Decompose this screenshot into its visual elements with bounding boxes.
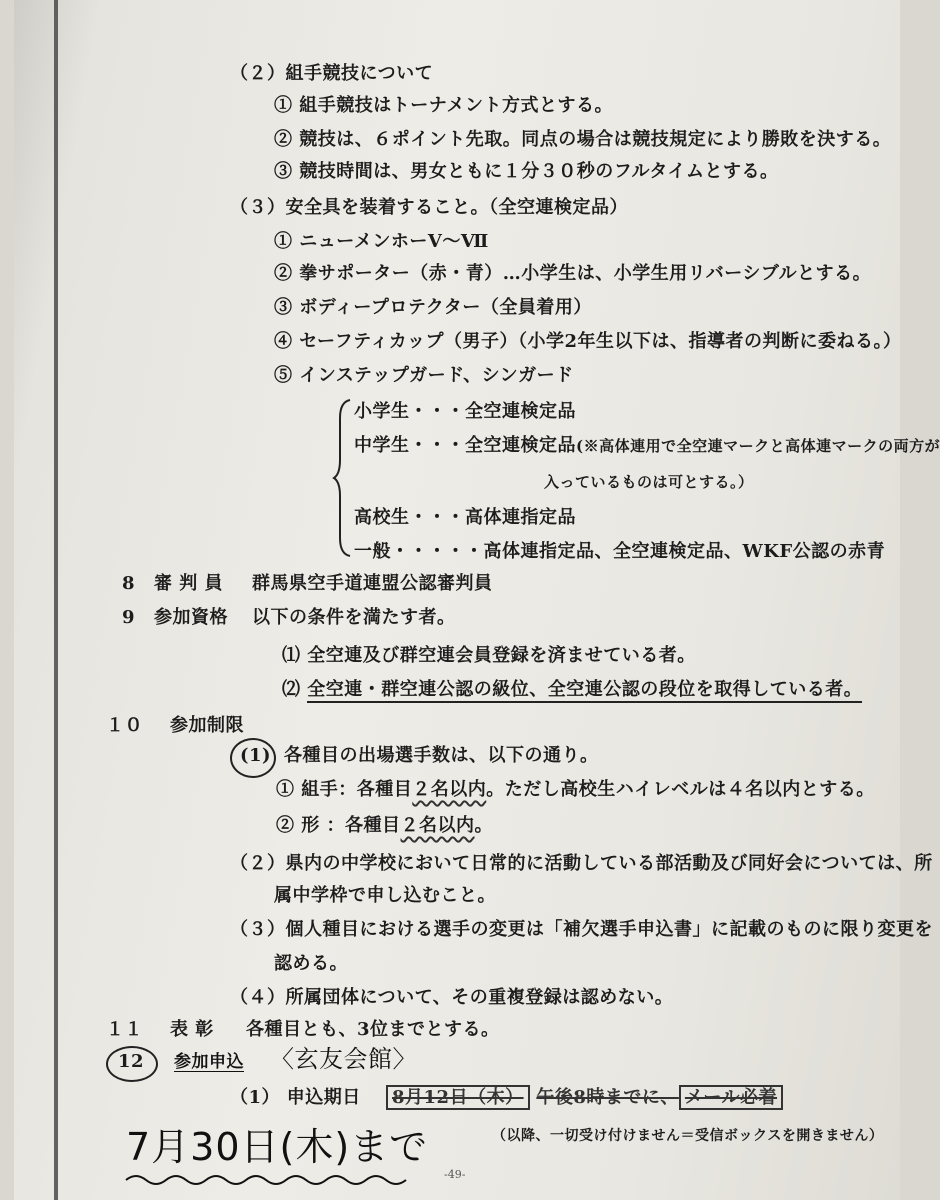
page-number: -49- [444, 1168, 466, 1181]
safety-item-1: ① ニューメンホーⅤ～Ⅶ [274, 231, 489, 252]
limit-kumite [276, 778, 875, 802]
hand-wavy-underline [124, 1172, 414, 1186]
guard-high: 高校生・・・高体連指定品 [354, 507, 576, 528]
guard-general: 一般・・・・・高体連指定品、全空連検定品、WKF公認の赤青 [354, 541, 886, 562]
guard-middle-note-2: 入っているものは可とする。） [544, 473, 754, 491]
limit-kumite-c: 。ただし高校生ハイレベルは４名以内とする。 [486, 779, 875, 800]
handwritten-venue-note: 〈玄友会館〉 [270, 1045, 417, 1073]
application-note: （以降、一切受け付けません＝受信ボックスを開きません） [492, 1128, 884, 1144]
section-9-num: 9 [122, 607, 136, 628]
safety-item-5: ⑤ インステップガード、シンガード [274, 365, 574, 386]
limit-4: （４）所属団体について、その重複登録は認めない。 [230, 987, 674, 1008]
guard-elementary: 小学生・・・全空連検定品 [354, 401, 576, 422]
section-10-num: １０ [106, 715, 143, 736]
kumite-item-2: ② 競技は、６ポイント先取。同点の場合は競技規定により勝敗を決する。 [274, 129, 892, 150]
safety-item-2: ② 拳サポーター（赤・青）…小学生は、小学生用リバーシブルとする。 [274, 263, 872, 284]
limit-kumite-b: ２名以内 [412, 779, 487, 800]
limit-kumite-a: ① 組手：各種目 [276, 779, 413, 800]
guard-middle-note: (※高体連用で全空連マークと高体連マークの両方が [576, 437, 940, 455]
section-12-num: 12 [118, 1051, 145, 1072]
section-9-text: 以下の条件を満たす者。 [252, 607, 456, 628]
kumite-item-3: ③ 競技時間は、男女ともに１分３０秒のフルタイムとする。 [274, 161, 779, 182]
kumite-heading: （２）組手競技について [230, 63, 434, 84]
section-10-title: 参加制限 [170, 715, 244, 736]
limit-2-line-2: 属中学枠で申し込むこと。 [274, 885, 496, 906]
qualification-2 [282, 678, 862, 702]
struck-deadline [386, 1086, 783, 1110]
safety-heading: （３）安全具を装着すること。（全空連検定品） [230, 197, 628, 218]
section-11-num: １１ [106, 1019, 143, 1040]
application-period-label: （1） 申込期日 [230, 1087, 361, 1108]
kumite-item-1: ① 組手競技はトーナメント方式とする。 [274, 95, 614, 116]
limit-kata-c: 。 [474, 815, 494, 836]
guard-middle-text: 中学生・・・全空連検定品 [354, 435, 576, 456]
handwritten-new-deadline: 7月30日(木)まで [126, 1125, 429, 1169]
section-11-text: 各種目とも、3位までとする。 [246, 1019, 500, 1040]
limit-2-line-1: （２）県内の中学校において日常的に活動している部活動及び同好会については、所 [230, 853, 933, 874]
section-9-title: 参加資格 [154, 607, 228, 628]
limit-3-line-2: 認める。 [274, 953, 348, 974]
binding-edge [54, 0, 58, 1200]
section-12-title: 参加申込 [174, 1052, 244, 1072]
qualification-1: ⑴ 全空連及び群空連会員登録を済ませている者。 [282, 645, 696, 666]
safety-item-3: ③ ボディープロテクター（全員着用） [274, 297, 592, 318]
limit-1-num: (1) [240, 745, 272, 766]
limit-1-text: 各種目の出場選手数は、以下の通り。 [284, 745, 599, 766]
limit-kata-a: ② 形 ：各種目 [276, 815, 401, 836]
qualification-2-text: 全空連・群空連公認の級位、全空連公認の段位を取得している者。 [307, 679, 862, 703]
section-8-text: 群馬県空手道連盟公認審判員 [252, 573, 493, 594]
curly-brace-icon [336, 398, 352, 558]
safety-item-4: ④ セーフティカップ（男子）（小学2年生以下は、指導者の判断に委ねる。） [274, 331, 902, 352]
section-11-title: 表 彰 [170, 1019, 214, 1040]
section-8-title: 審 判 員 [154, 573, 224, 594]
section-8-num: 8 [122, 573, 136, 594]
document-page [14, 0, 940, 1200]
limit-kata-b: ２名以内 [400, 815, 475, 836]
qualification-2-num: ⑵ [282, 679, 301, 700]
struck-mail: メール必着 [679, 1085, 783, 1110]
limit-kata [276, 814, 493, 838]
struck-time: 午後8時までに、 [536, 1087, 679, 1108]
limit-3-line-1: （３）個人種目における選手の変更は「補欠選手申込書」に記載のものに限り変更を [230, 919, 933, 940]
struck-date: 8月12日（木） [386, 1085, 530, 1110]
guard-middle [354, 434, 940, 458]
